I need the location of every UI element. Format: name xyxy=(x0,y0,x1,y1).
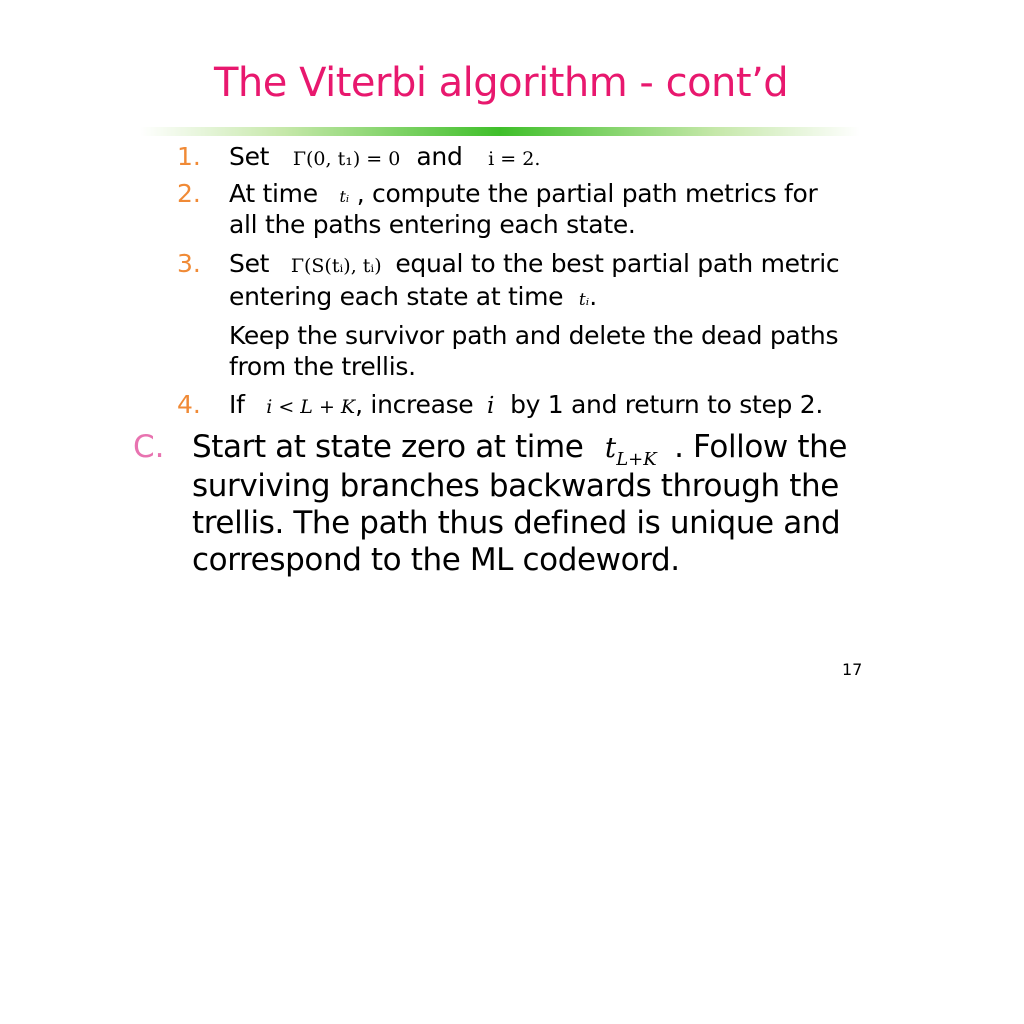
step-4-text xyxy=(229,389,823,423)
final-step-line-2: surviving branches backwards through the xyxy=(192,468,839,504)
step-2-math-ti: tᵢ xyxy=(339,187,350,206)
step-3-line-2 xyxy=(229,281,597,316)
step-1-math-i xyxy=(488,148,540,170)
step-3-line-1 xyxy=(229,248,839,282)
step-4-math-i: i xyxy=(487,393,495,419)
step-2-line-1 xyxy=(229,178,818,213)
step-4-number: 4. xyxy=(177,390,201,419)
step-3-math-gamma: Γ(S(tᵢ), tᵢ) xyxy=(290,255,382,277)
final-step-line-1 xyxy=(192,428,848,470)
final-step-label: C. xyxy=(133,429,165,465)
step-2-number: 2. xyxy=(177,179,201,208)
step-2-rest-1: , compute the partial path metrics for xyxy=(356,179,818,208)
t-symbol: t xyxy=(604,431,617,464)
step-3-keep-line-2: from the trellis. xyxy=(229,352,416,381)
final-step-line-4: correspond to the ML codeword. xyxy=(192,542,680,578)
step-1-and: and xyxy=(416,142,463,171)
step-2-lead: At time xyxy=(229,179,318,208)
i-equals-2-formula: i = 2. xyxy=(488,148,541,170)
final-step-line-3: trellis. The path thus defined is unique and xyxy=(192,505,841,541)
step-4-lead: If xyxy=(229,390,245,419)
page-number: 17 xyxy=(842,660,863,679)
step-3-rest-1: equal to the best partial path metric xyxy=(395,249,840,278)
step-4-mid: , increase xyxy=(355,390,474,419)
final-step-line-1-end: . Follow the xyxy=(674,429,848,465)
step-1-lead: Set xyxy=(229,142,270,171)
title-divider xyxy=(140,127,860,136)
slide-title: The Viterbi algorithm - cont’d xyxy=(214,60,789,106)
step-3-lead: Set xyxy=(229,249,270,278)
step-3-math-ti: tᵢ xyxy=(578,290,590,310)
step-1-text xyxy=(229,141,540,175)
step-1-math-init xyxy=(293,148,407,170)
step-4-math-cond: i < L + K xyxy=(266,396,356,418)
step-2-line-2: all the paths entering each state. xyxy=(229,210,636,239)
gamma-init-formula: Γ(0, t₁) = 0 xyxy=(292,148,401,170)
step-1-number: 1. xyxy=(177,142,201,171)
step-4-rest: by 1 and return to step 2. xyxy=(510,390,824,419)
step-3-number: 3. xyxy=(177,249,201,278)
t-subscript: L+K xyxy=(616,449,657,470)
step-3-keep-line-1: Keep the survivor path and delete the dead paths xyxy=(229,321,839,350)
step-3-period: . xyxy=(589,282,597,311)
final-step-math-t xyxy=(604,431,657,470)
final-step-lead: Start at state zero at time xyxy=(192,429,584,465)
step-3-rest-2: entering each state at time xyxy=(229,282,564,311)
